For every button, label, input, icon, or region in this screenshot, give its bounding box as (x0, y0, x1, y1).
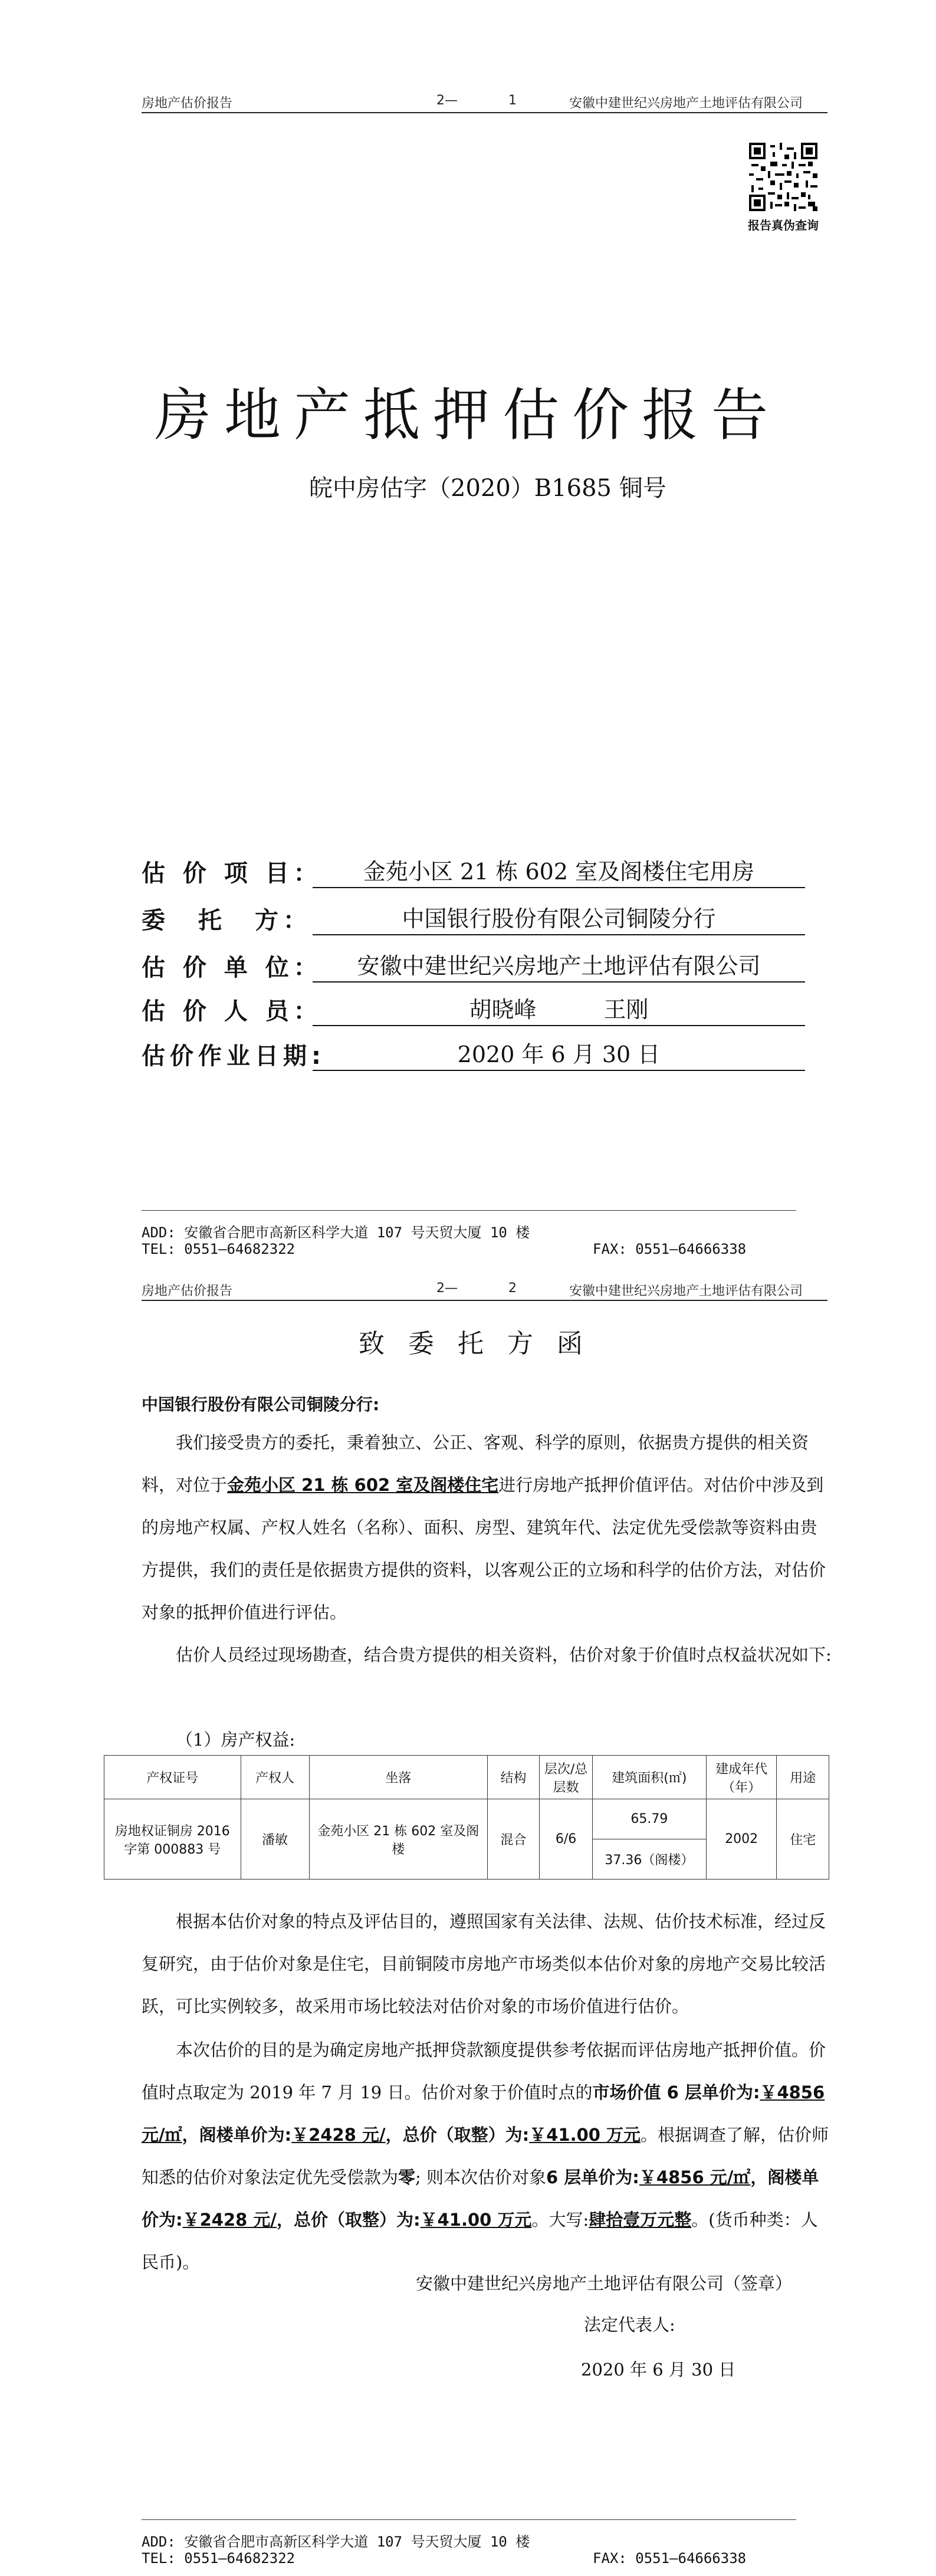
info-label: 估 价 单 位： (142, 954, 322, 981)
paragraph-valuation (142, 2029, 832, 2283)
mortgage-value-label: 6 层单价为: (546, 2167, 639, 2187)
header-rule (142, 112, 827, 113)
footer-address (142, 1221, 530, 1241)
cell-cert: 房地权证铜房 2016 字第 000883 号 (104, 1799, 241, 1880)
info-value: 中国银行股份有限公司铜陵分行 (313, 901, 805, 935)
document-number: 皖中房估字（2020）B1685 铜号 (309, 475, 666, 502)
signoff-date: 2020 年 6 月 30 日 (581, 2360, 736, 2380)
footer-add-label: ADD: (142, 2534, 176, 2550)
info-row-client (142, 900, 805, 935)
info-label: 估 价 人 员： (142, 998, 322, 1025)
attic-unit-price: ￥2428 元/ (182, 2210, 277, 2230)
text-run: 。大写: (531, 2210, 589, 2230)
footer-tel (142, 2550, 295, 2567)
letter-title: 致委托方函 (359, 1329, 606, 1359)
footer-fax (593, 2550, 746, 2567)
info-label: 估 价 项 目： (142, 860, 322, 887)
paragraph-survey: 估价人员经过现场勘查，结合贵方提供的相关资料，估价对象于价值时点权益状况如下: (176, 1645, 832, 1665)
footer-tel-value: 0551—64682322 (184, 2550, 295, 2567)
legal-representative: 法定代表人: (584, 2315, 675, 2335)
header-rule (142, 1300, 827, 1301)
total-price: ￥41.00 万元 (420, 2210, 532, 2230)
info-value: 胡晓峰 王刚 (313, 991, 805, 1026)
priority-claim: 零 (398, 2167, 416, 2187)
footer-tel-label: TEL: (142, 1241, 176, 1257)
table-header-row (104, 1756, 829, 1799)
qr-code-icon[interactable] (749, 143, 817, 213)
total-price: ￥41.00 万元 (529, 2125, 641, 2145)
addressee: 中国银行股份有限公司铜陵分行: (142, 1395, 380, 1414)
unit-price: ￥4856 元/㎡ (639, 2167, 751, 2187)
cell-year: 2002 (706, 1799, 777, 1880)
text-run: ; 则本次估价对象 (415, 2167, 547, 2187)
footer-address (142, 2530, 530, 2551)
qr-caption: 报告真伪查询 (748, 218, 819, 232)
info-row-project (142, 853, 805, 888)
text-run: 本次估价的目的是为确定房地产抵押贷款额度提供参考依据而评估房地产抵押价值。价值时点取定为 2019 年 7 月 19 日。估价对象于价值时点的 (142, 2040, 826, 2102)
footer-fax-label: FAX: (593, 1241, 627, 1257)
total-in-words: 肆拾壹万元整 (589, 2210, 692, 2230)
table-header: 产权证号 (104, 1756, 241, 1799)
signoff: 安徽中建世纪兴房地产土地评估有限公司（签章） (416, 2273, 793, 2294)
info-value: 安徽中建世纪兴房地产土地评估有限公司 (313, 948, 805, 983)
header-page-number: 1 (508, 93, 517, 108)
subheading-property-rights: （1）房产权益: (176, 1730, 295, 1750)
table-header: 建筑面积(㎡) (592, 1756, 706, 1799)
unit-price: ￥4856 元/㎡ (142, 2082, 825, 2145)
footer-add-label: ADD: (142, 1224, 176, 1241)
footer-fax-value: 0551—64666338 (635, 2550, 747, 2567)
header-left: 房地产估价报告 (142, 96, 233, 111)
text-run: 。(货币种类：人民币)。 (142, 2210, 818, 2272)
report-title: 房地产抵押估价报告 (155, 382, 781, 448)
paragraph-method: 根据本估价对象的特点及评估目的，遵照国家有关法律、法规、估价技术标准，经过反复研究，由于估价对象是住宅，目前铜陵市房地产市场类似本估价对象的房地产交易比较活跃，可比实例较多，故采用市场比较法对估价对象的市场价值进行估价。 (142, 1911, 826, 2016)
table-header: 结构 (487, 1756, 539, 1799)
footer-tel-value: 0551—64682322 (184, 1241, 295, 1257)
text-run: 进行房地产抵押价值评估。对估价中涉及到的房地产权属、产权人姓名（名称）、面积、房型、建筑年代、法定优先受偿款等资料由贵方提供，我们的责任是依据贵方提供的资料，以客观公正的立场和科学的估价方法，对估价对象的抵押价值进行评估。 (142, 1475, 826, 1622)
footer-add-value: 安徽省合肥市高新区科学大道 107 号天贸大厦 10 楼 (184, 1224, 530, 1241)
footer-fax-value: 0551—64666338 (635, 1241, 747, 1257)
text-run: ，总价（取整）为: (277, 2210, 421, 2230)
attic-unit-price: ￥2428 元/ (291, 2125, 386, 2145)
header-center: 2— (436, 1281, 458, 1296)
header-right: 安徽中建世纪兴房地产土地评估有限公司 (569, 1284, 803, 1299)
info-value: 金苑小区 21 栋 602 室及阁楼住宅用房 (313, 853, 805, 888)
info-value: 2020 年 6 月 30 日 (313, 1036, 805, 1071)
text-run: 我们接受贵方的委托，秉着独立、公正、客观、科学的原则，依据贵方提供的相关资料，对位于 (142, 1432, 809, 1495)
text-run: ，阁楼单价为: (142, 2167, 819, 2230)
header-left: 房地产估价报告 (142, 1284, 233, 1299)
table-row (104, 1799, 829, 1839)
table-header: 建成年代（年） (706, 1756, 777, 1799)
cell-structure: 混合 (487, 1799, 539, 1880)
info-label: 估价作业日期: (142, 1043, 326, 1070)
property-address: 金苑小区 21 栋 602 室及阁楼住宅 (227, 1475, 499, 1495)
footer-rule (142, 2519, 796, 2520)
cell-owner: 潘敏 (241, 1799, 309, 1880)
footer-tel (142, 1241, 295, 1257)
footer-add-value: 安徽省合肥市高新区科学大道 107 号天贸大厦 10 楼 (184, 2534, 530, 2550)
footer-fax (593, 1241, 746, 1257)
market-value-label: 市场价值 6 层单价为: (592, 2082, 760, 2102)
footer-fax-label: FAX: (593, 2550, 627, 2567)
cell-area-attic: 37.36（阁楼） (592, 1839, 706, 1880)
table-header: 用途 (777, 1756, 829, 1799)
text-run: 。根据调查了解，估价师知悉的估价对象法定优先受偿款为 (142, 2125, 829, 2187)
text-run: ，阁楼单价为: (182, 2125, 292, 2145)
table-header: 产权人 (241, 1756, 309, 1799)
cell-use: 住宅 (777, 1799, 829, 1880)
info-row-work-date (142, 1036, 805, 1071)
property-table (104, 1755, 829, 1880)
cell-area-main: 65.79 (592, 1799, 706, 1839)
header-right: 安徽中建世纪兴房地产土地评估有限公司 (569, 96, 803, 111)
cell-floors: 6/6 (540, 1799, 593, 1880)
info-row-appraiser-org (142, 947, 805, 983)
header-page-number: 2 (508, 1281, 517, 1296)
info-label: 委 托 方： (142, 907, 311, 934)
cell-location: 金苑小区 21 栋 602 室及阁楼 (309, 1799, 487, 1880)
footer-tel-label: TEL: (142, 2550, 176, 2567)
text-run: ，总价（取整）为: (385, 2125, 530, 2145)
footer-rule (142, 1210, 796, 1211)
paragraph-intro (142, 1421, 832, 1634)
info-row-appraisers (142, 991, 805, 1026)
table-header: 坐落 (309, 1756, 487, 1799)
header-center: 2— (436, 93, 458, 108)
table-header: 层次/总层数 (540, 1756, 593, 1799)
